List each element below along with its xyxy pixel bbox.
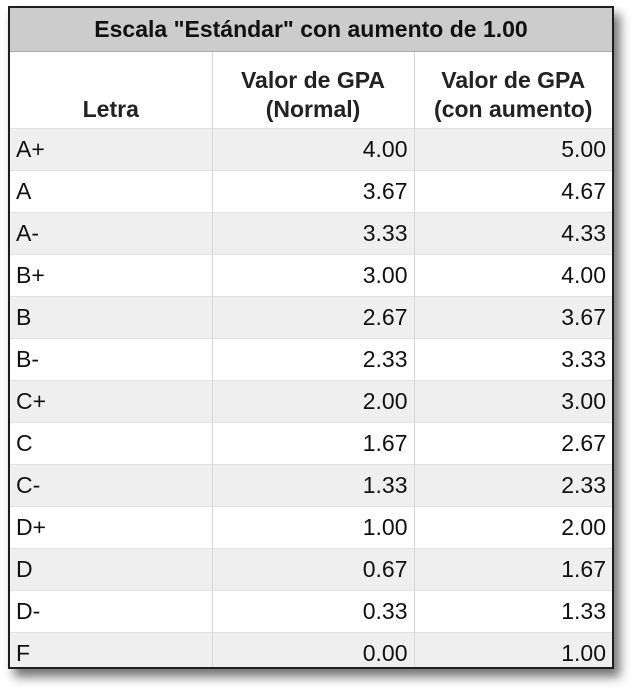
header-gpa-normal <box>212 52 414 129</box>
letter-cell: D- <box>10 591 212 633</box>
gpa-boost-cell: 3.00 <box>414 381 612 423</box>
gpa-normal-cell: 3.67 <box>212 171 414 213</box>
gpa-normal-cell: 4.00 <box>212 129 414 171</box>
gpa-boost-cell: 4.00 <box>414 255 612 297</box>
table-row <box>10 297 612 339</box>
gpa-scale-table <box>10 8 612 669</box>
table-row <box>10 549 612 591</box>
gpa-boost-cell: 3.33 <box>414 339 612 381</box>
table-row <box>10 213 612 255</box>
table-row <box>10 381 612 423</box>
letter-cell: B+ <box>10 255 212 297</box>
gpa-normal-cell: 1.00 <box>212 507 414 549</box>
table-row <box>10 591 612 633</box>
letter-cell: C <box>10 423 212 465</box>
gpa-normal-cell: 3.00 <box>212 255 414 297</box>
letter-cell: A <box>10 171 212 213</box>
gpa-boost-cell: 1.33 <box>414 591 612 633</box>
letter-cell: C+ <box>10 381 212 423</box>
table-body <box>10 129 612 670</box>
table-row <box>10 171 612 213</box>
gpa-normal-cell: 2.33 <box>212 339 414 381</box>
gpa-boost-cell: 1.00 <box>414 633 612 670</box>
header-gpa-normal-line2: (Normal) <box>265 96 361 122</box>
letter-cell: D+ <box>10 507 212 549</box>
table-row <box>10 633 612 670</box>
gpa-boost-cell: 4.67 <box>414 171 612 213</box>
gpa-normal-cell: 2.00 <box>212 381 414 423</box>
gpa-boost-cell: 4.33 <box>414 213 612 255</box>
gpa-boost-cell: 2.33 <box>414 465 612 507</box>
header-letter-label: Letra <box>82 96 139 122</box>
gpa-normal-cell: 0.67 <box>212 549 414 591</box>
gpa-normal-cell: 0.00 <box>212 633 414 670</box>
table-row <box>10 465 612 507</box>
gpa-boost-cell: 5.00 <box>414 129 612 171</box>
letter-cell: B <box>10 297 212 339</box>
gpa-boost-cell: 2.00 <box>414 507 612 549</box>
table-row <box>10 255 612 297</box>
table-row <box>10 339 612 381</box>
letter-cell: B- <box>10 339 212 381</box>
table-row <box>10 129 612 171</box>
letter-cell: F <box>10 633 212 670</box>
gpa-boost-cell: 2.67 <box>414 423 612 465</box>
gpa-normal-cell: 1.67 <box>212 423 414 465</box>
header-gpa-boost <box>414 52 612 129</box>
gpa-normal-cell: 2.67 <box>212 297 414 339</box>
gpa-boost-cell: 1.67 <box>414 549 612 591</box>
letter-cell: C- <box>10 465 212 507</box>
gpa-normal-cell: 3.33 <box>212 213 414 255</box>
header-gpa-boost-line2: (con aumento) <box>434 96 593 122</box>
letter-cell: A- <box>10 213 212 255</box>
table-row <box>10 423 612 465</box>
table-frame <box>8 6 614 669</box>
header-gpa-boost-line1: Valor de GPA <box>441 67 586 93</box>
table-title: Escala "Estándar" con aumento de 1.00 <box>10 8 612 52</box>
gpa-boost-cell: 3.67 <box>414 297 612 339</box>
letter-cell: D <box>10 549 212 591</box>
gpa-normal-cell: 0.33 <box>212 591 414 633</box>
gpa-normal-cell: 1.33 <box>212 465 414 507</box>
header-gpa-normal-line1: Valor de GPA <box>240 67 385 93</box>
header-letter <box>10 52 212 129</box>
table-row <box>10 507 612 549</box>
letter-cell: A+ <box>10 129 212 171</box>
